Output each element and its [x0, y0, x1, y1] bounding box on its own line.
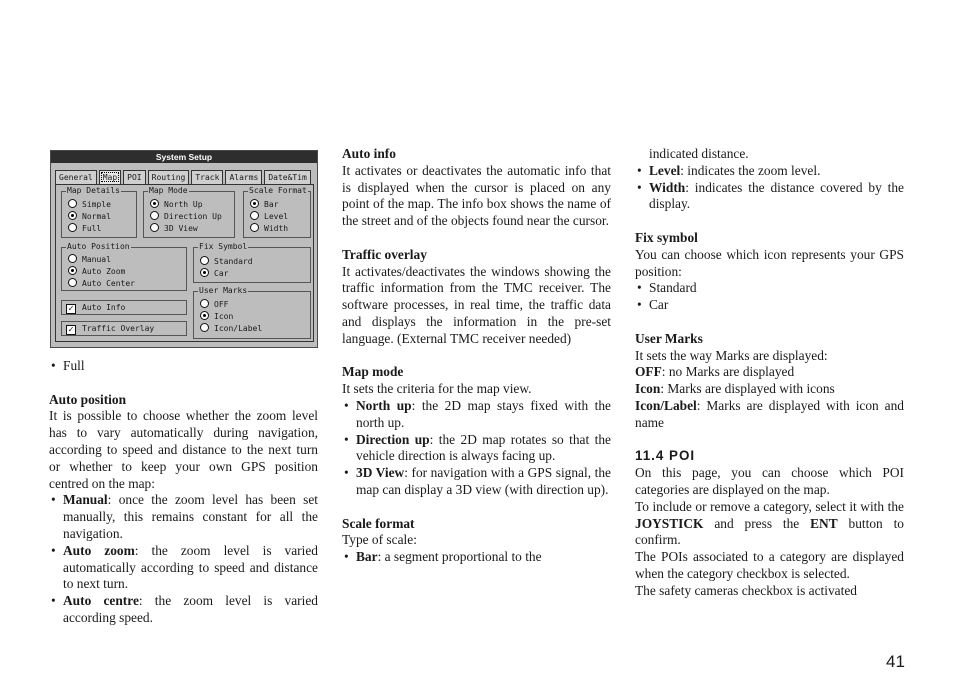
paragraph: You can choose which icon represents your GPS position:	[635, 246, 904, 279]
list-item: • North up: the 2D map stays fixed with the north up.	[342, 398, 611, 432]
option-label: Direction Up	[164, 212, 222, 221]
paragraph: To include or remove a category, select it with the JOYSTICK and press the ENT button to confirm.	[635, 498, 904, 548]
option-bar[interactable]	[250, 199, 278, 210]
dialog-tabs	[55, 170, 313, 184]
paragraph: On this page, you can choose which POI categories are displayed on the map.	[635, 465, 904, 497]
bullet-list	[635, 163, 904, 213]
option-icon[interactable]	[200, 311, 233, 322]
list-item: • Level: indicates the zoom level.	[635, 163, 904, 180]
option-level[interactable]	[250, 211, 288, 222]
page-number: 41	[886, 652, 905, 671]
option-auto-center[interactable]	[68, 278, 135, 289]
paragraph: It sets the criteria for the map view.	[342, 381, 532, 397]
option-label: 3D View	[164, 224, 198, 233]
radio-icon	[68, 199, 77, 208]
option-normal[interactable]	[68, 211, 111, 222]
tab-date-time[interactable]: Date&Tim	[264, 170, 311, 184]
paragraph: The safety cameras checkbox is activated	[635, 582, 857, 598]
bullet-list	[635, 280, 904, 314]
auto-position-title: Auto Position	[67, 242, 130, 251]
column-3	[635, 146, 904, 600]
paragraph: Icon/Label: Marks are displayed with icon and name	[635, 397, 904, 430]
map-details-title: Map Details	[67, 186, 120, 195]
option-label: Normal	[82, 212, 111, 221]
option-auto-zoom[interactable]	[68, 266, 125, 277]
option-label: Manual	[82, 255, 111, 264]
traffic-overlay-frame	[61, 321, 187, 336]
paragraph: It is possible to choose whether the zoom level has to vary automatically during navigation, according to speed and distance to the next turn or whether to keep your own GPS position centred on the map:	[49, 408, 318, 491]
option-label: Simple	[82, 200, 111, 209]
paragraph: It activates or deactivates the automatic info that is displayed when the cursor is placed on any point of the map. The info box shows the name of the street and of the objects found near the cursor.	[342, 162, 611, 229]
list-item: • Direction up: the 2D map rotates so that the vehicle direction is always facing up.	[342, 432, 611, 466]
list-item: • Bar: a segment proportional to the	[342, 549, 611, 566]
radio-icon	[68, 278, 77, 287]
paragraph: Type of scale:	[342, 532, 417, 548]
option-direction-up[interactable]	[150, 211, 222, 222]
dialog-title: System Setup	[51, 151, 317, 163]
list-item: • Full	[49, 358, 318, 375]
option-car[interactable]	[200, 268, 228, 279]
continued-text: indicated distance.	[649, 146, 749, 161]
bullet-list	[49, 492, 318, 626]
option-label: Car	[214, 269, 229, 278]
fix-symbol-title: Fix Symbol	[199, 242, 248, 251]
radio-selected-icon	[68, 211, 77, 220]
heading-auto-info: Auto info	[342, 146, 396, 161]
option-label: North Up	[164, 200, 203, 209]
scale-format-group	[243, 186, 311, 238]
radio-selected-icon	[68, 266, 77, 275]
option-label: Full	[82, 224, 102, 233]
option-label: OFF	[214, 300, 229, 309]
map-mode-group	[143, 186, 235, 238]
list-item: • Standard	[635, 280, 904, 297]
user-marks-group	[193, 286, 311, 339]
option-label: Standard	[214, 257, 253, 266]
radio-icon	[250, 223, 259, 232]
heading-map-mode: Map mode	[342, 364, 404, 380]
heading-auto-position: Auto position	[49, 391, 127, 407]
radio-selected-icon	[250, 199, 259, 208]
checkmark-icon: ✓	[66, 304, 76, 314]
map-details-group	[61, 186, 137, 238]
user-marks-title: User Marks	[199, 286, 248, 295]
tab-general[interactable]: General	[55, 170, 97, 184]
option-width[interactable]	[250, 223, 288, 234]
option-label: Icon	[214, 312, 234, 321]
column-1	[49, 358, 318, 627]
option-label: Auto Zoom	[82, 267, 126, 276]
option-icon-label[interactable]	[200, 323, 262, 334]
checkmark-icon: ✓	[66, 325, 76, 335]
scale-format-title: Scale Format	[249, 186, 307, 195]
list-item: • Auto zoom: the zoom level is varied automatically according to speed and distance to next turn.	[49, 543, 318, 593]
tab-map[interactable]: Map	[99, 170, 121, 184]
heading-user-marks: User Marks	[635, 330, 703, 346]
radio-selected-icon	[200, 268, 209, 277]
option-north-up[interactable]	[150, 199, 203, 210]
radio-icon	[200, 299, 209, 308]
map-mode-title: Map Mode	[149, 186, 188, 195]
checkbox-label: Traffic Overlay	[82, 324, 155, 333]
paragraph: The POIs associated to a category are displayed when the category checkbox is selected.	[635, 549, 904, 581]
tab-routing[interactable]: Routing	[148, 170, 190, 184]
radio-icon	[150, 211, 159, 220]
checkbox-label: Auto Info	[82, 303, 126, 312]
paragraph: It sets the way Marks are displayed:	[635, 347, 828, 363]
radio-icon	[150, 223, 159, 232]
auto-position-group	[61, 242, 187, 291]
list-item: • Manual: once the zoom level has been set manually, this remains constant for all the navigation.	[49, 492, 318, 542]
list-item: • 3D View: for navigation with a GPS signal, the map can display a 3D view (with direction up).	[342, 465, 611, 499]
auto-info-frame	[61, 300, 187, 315]
bullet-list	[342, 398, 611, 499]
paragraph: It activates/deactivates the windows showing the traffic information from the TMC receiver. The software processes, in real time, the traffic data and displays the information in the pre-set language. (External TMC receiver needed)	[342, 263, 611, 346]
list-item: • Width: indicates the distance covered by the display.	[635, 180, 904, 214]
option-label: Width	[264, 224, 289, 233]
traffic-overlay-checkbox[interactable]	[66, 324, 154, 335]
column-2	[342, 146, 611, 566]
paragraph: OFF: no Marks are displayed	[635, 364, 795, 380]
radio-icon	[250, 211, 259, 220]
auto-info-checkbox[interactable]	[66, 303, 125, 314]
radio-icon	[68, 254, 77, 263]
option-label: Auto Center	[82, 279, 135, 288]
option-label: Level	[264, 212, 289, 221]
heading-scale-format: Scale format	[342, 515, 415, 531]
heading-fix-symbol: Fix symbol	[635, 229, 698, 245]
option-label: Bar	[264, 200, 279, 209]
heading-traffic-overlay: Traffic overlay	[342, 246, 427, 262]
bullet-list	[49, 358, 318, 375]
tab-track[interactable]: Track	[191, 170, 223, 184]
tab-poi[interactable]: POI	[123, 170, 145, 184]
option-3d-view[interactable]	[150, 223, 198, 234]
option-manual[interactable]	[68, 254, 111, 265]
system-setup-dialog	[50, 150, 318, 348]
list-item: • Car	[635, 297, 904, 314]
radio-icon	[200, 323, 209, 332]
list-item: • Auto centre: the zoom level is varied according speed.	[49, 593, 318, 627]
paragraph: Icon: Marks are displayed with icons	[635, 381, 835, 397]
option-label: Icon/Label	[214, 324, 263, 333]
tab-alarms[interactable]: Alarms	[225, 170, 262, 184]
radio-icon	[200, 256, 209, 265]
radio-selected-icon	[200, 311, 209, 320]
radio-selected-icon	[150, 199, 159, 208]
option-off[interactable]	[200, 299, 228, 310]
section-title-poi: 11.4 POI	[635, 448, 696, 464]
option-simple[interactable]	[68, 199, 111, 210]
fix-symbol-group	[193, 242, 311, 283]
map-settings-pane	[55, 184, 314, 342]
option-standard[interactable]	[200, 256, 253, 267]
option-full[interactable]	[68, 223, 101, 234]
radio-icon	[68, 223, 77, 232]
bullet-list	[342, 549, 611, 566]
